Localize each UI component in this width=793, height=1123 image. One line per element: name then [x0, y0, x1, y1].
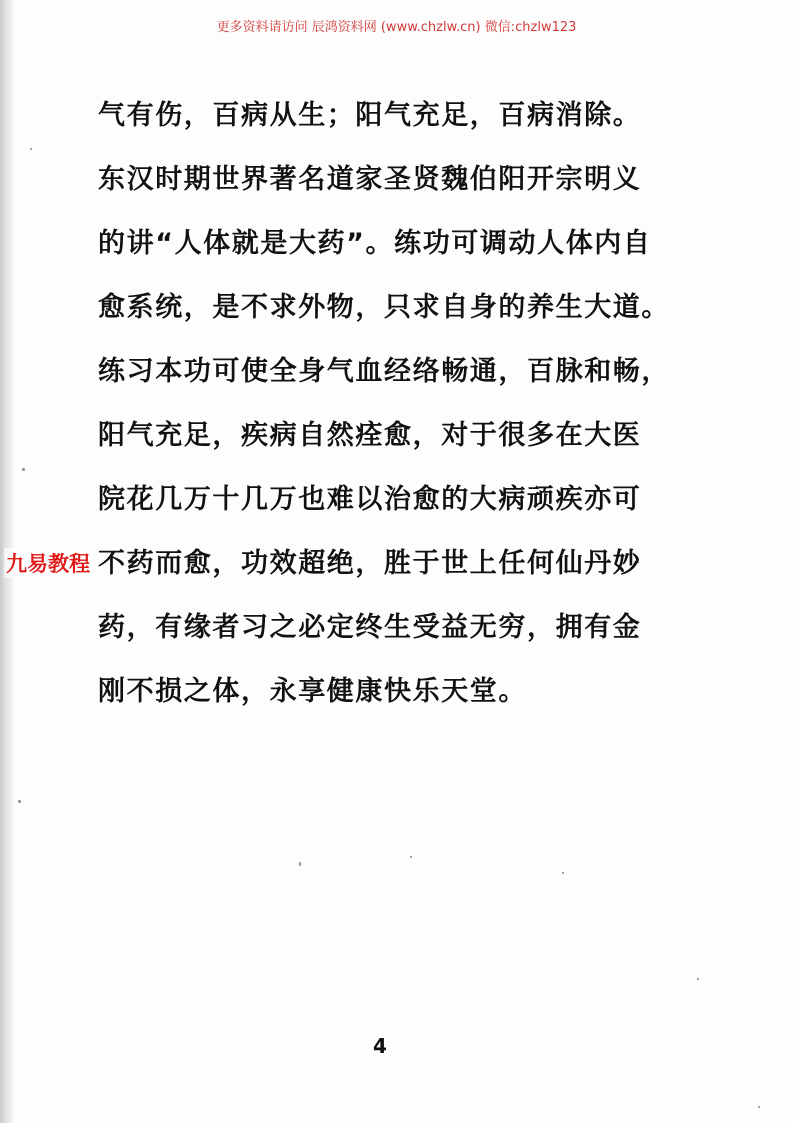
text-line: 愈系统，是不求外物，只求自身的养生大道。	[98, 292, 670, 323]
body-paragraph	[98, 84, 678, 724]
header-watermark: 更多资料请访问 辰鸿资料网 (www.chzlw.cn) 微信:chzlw123	[216, 20, 577, 35]
scan-speck	[410, 856, 412, 858]
scan-speck	[30, 148, 32, 150]
text-line: 练习本功可使全身气血经络畅通，百脉和畅，	[98, 356, 670, 387]
scan-speck	[22, 468, 25, 471]
text-line: 阳气充足，疾病自然痊愈，对于很多在大医	[98, 420, 642, 451]
scan-speck	[697, 978, 699, 980]
page-number: 4	[373, 1034, 387, 1058]
scan-speck	[18, 800, 21, 803]
text-line: 东汉时期世界著名道家圣贤魏伯阳开宗明义	[98, 164, 642, 195]
text-line: 的讲“人体就是大药”。练功可调动人体内自	[98, 228, 652, 259]
text-line: 院花几万十几万也难以治愈的大病顽疾亦可	[98, 484, 642, 515]
text-line: 不药而愈，功效超绝，胜于世上任何仙丹妙	[98, 548, 642, 579]
text-line: 药，有缘者习之必定终生受益无穷，拥有金	[98, 612, 642, 643]
text-line: 气有伤，百病从生；阳气充足，百病消除。	[98, 100, 642, 131]
scan-speck	[758, 1106, 760, 1108]
scan-speck	[299, 862, 301, 866]
scan-speck	[562, 872, 564, 874]
text-line: 刚不损之体，永享健康快乐天堂。	[98, 676, 527, 707]
side-watermark: 九易教程	[4, 548, 92, 578]
